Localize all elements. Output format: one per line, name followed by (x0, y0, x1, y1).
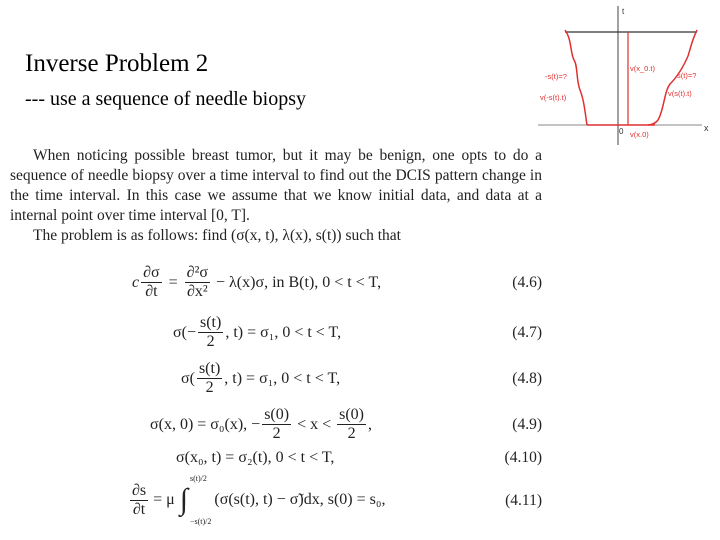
denominator: ∂x² (186, 283, 208, 300)
intro-paragraph: When noticing possible breast tumor, but it may be benign, one opts to do a sequence of needle biopsy over a time interval to find out the DCIS pattern change in the time interval. In this case we assume that we know initial data, and data at a internal point over time interval [0, T]. (10, 147, 542, 224)
equation-4-8 (181, 360, 340, 397)
numerator: ∂σ (143, 264, 160, 281)
numerator: ∂s (132, 481, 147, 499)
denominator: 2 (272, 425, 281, 442)
eq-text: σ( (181, 369, 195, 387)
equation-number: (4.6) (512, 274, 542, 291)
origin-label: 0 (619, 127, 624, 136)
equation-number: (4.8) (512, 370, 542, 387)
integral-limits (190, 474, 211, 526)
interior-label: v(x_0.t) (630, 64, 656, 73)
eq-text: − λ(x)σ, in B(t), 0 < t < T, (216, 273, 382, 291)
left-value-label: v(-s(t).t) (540, 93, 567, 102)
upper-limit: s(t)/2 (189, 474, 207, 483)
denominator: 2 (206, 333, 215, 350)
eq-text: < x < (293, 415, 336, 433)
numerator: s(0) (339, 406, 365, 423)
right-boundary-label: s(t)=? (677, 71, 697, 80)
fraction (197, 360, 222, 397)
left-boundary-label: -s(t)=? (545, 72, 567, 81)
lower-limit: −s(t)/2 (189, 517, 212, 526)
equation-4-9 (150, 406, 372, 443)
equation-number: (4.10) (504, 449, 542, 466)
fraction (130, 482, 148, 519)
eq-text: , t) = σ₁, 0 < t < T, (225, 323, 342, 341)
numerator: s(t) (199, 314, 222, 331)
denominator: 2 (205, 379, 214, 396)
equation-4-6 (132, 264, 381, 301)
eq-text: = μ (153, 491, 175, 508)
equation-number: (4.11) (505, 492, 542, 509)
fraction (262, 406, 291, 443)
eq-text: c (132, 273, 140, 291)
boundary-diagram (530, 0, 720, 145)
integral-sign: ∫ (179, 483, 188, 516)
numerator: s(0) (264, 406, 290, 423)
slide-subtitle: --- use a sequence of needle biopsy (25, 88, 306, 110)
denominator: 2 (347, 425, 356, 442)
eq-text: (σ(s(t), t) − σ̃)dx, s(0) = s₀, (214, 491, 386, 508)
numerator: s(t) (198, 360, 221, 377)
equation-4-11 (128, 474, 385, 526)
slide-title: Inverse Problem 2 (25, 50, 209, 77)
right-value-label: v(s(t).t) (668, 89, 692, 98)
equation-number: (4.9) (512, 416, 542, 433)
eq-text: = (168, 273, 178, 291)
problem-description (10, 146, 542, 246)
equation-4-10 (176, 449, 334, 467)
left-boundary-curve (565, 30, 587, 125)
equation-number: (4.7) (512, 324, 542, 341)
denominator: ∂t (132, 500, 146, 518)
numerator: ∂²σ (186, 264, 208, 281)
eq-text: , t) = σ₁, 0 < t < T, (224, 369, 341, 387)
equation-4-7 (173, 314, 341, 351)
t-label: t (622, 7, 625, 16)
initial-label: v(x.0) (630, 130, 649, 139)
eq-text: , (368, 415, 373, 433)
problem-statement: The problem is as follows: find (σ(x, t), λ(x), s(t)) such that (33, 227, 401, 244)
fraction (198, 314, 223, 351)
eq-text: σ(− (173, 323, 196, 341)
x-label: x (704, 123, 709, 133)
eq-text: σ(x, 0) = σ₀(x), − (150, 415, 261, 433)
denominator: ∂t (145, 283, 158, 300)
eq-text: σ(x₀, t) = σ₂(t), 0 < t < T, (176, 449, 335, 466)
fraction (337, 406, 366, 443)
fraction (141, 264, 162, 301)
fraction (185, 264, 210, 301)
